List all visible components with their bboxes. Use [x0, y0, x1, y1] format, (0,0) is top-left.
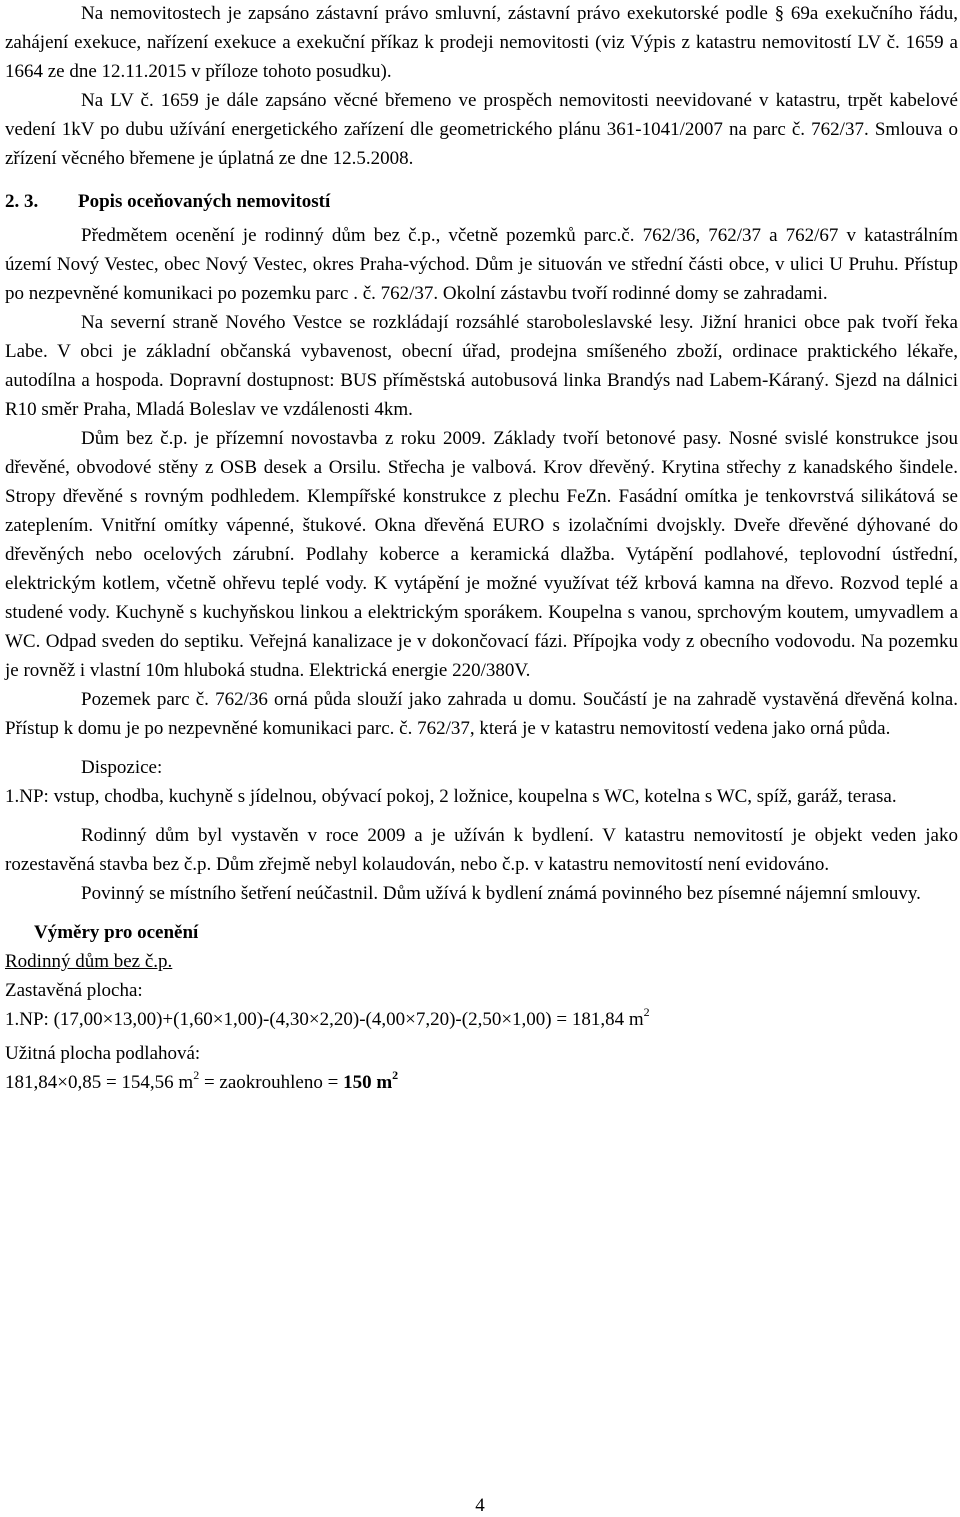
paragraph-location: Na severní straně Nového Vestce se rozkládají rozsáhlé staroboleslavské lesy. Jižní hranici obce pak tvoří řeka Labe. V obci je základní občanská vybavenost, obecní úřad, prodejna smíšeného zboží, ordinace praktického lékaře, autodílna a hospoda. Dopravní dostupnost: BUS příměstská autobusová linka Brandýs nad Labem-Káraný. Sjezd na dálnici R10 směr Praha, Mladá Boleslav ve vzdálenosti 4km.	[5, 312, 958, 420]
section-heading	[5, 187, 958, 216]
paragraph-land: Pozemek parc č. 762/36 orná půda slouží jako zahrada u domu. Součástí je na zahradě vystavěná dřevěná kolna. Přístup k domu je po nezpevněné komunikaci parc. č. 762/37, která je v katastru nemovitostí vedena jako orná půda.	[5, 689, 958, 739]
uzitna-formula	[5, 1068, 958, 1097]
zastavena-formula-text: 1.NP: (17,00×13,00)+(1,60×1,00)-(4,30×2,20)-(4,00×7,20)-(2,50×1,00) = 181,84 m	[5, 1009, 644, 1030]
zastavena-exponent: 2	[643, 1005, 650, 1019]
uzitna-result	[343, 1068, 399, 1093]
uzitna-exponent: 2	[193, 1068, 200, 1082]
zastavena-label: Zastavěná plocha:	[5, 980, 143, 1001]
paragraph-built: Rodinný dům byl vystavěn v roce 2009 a je užíván k bydlení. V katastru nemovitostí je objekt veden jako rozestavěná stavba bez č.p. Dům zřejmě nebyl kolaudován, nebo č.p. v katastru nemovitostí není evidováno.	[5, 825, 958, 875]
uzitna-result-exponent: 2	[392, 1068, 399, 1082]
uzitna-rounded-text: = zaokrouhleno =	[199, 1072, 344, 1093]
paragraph-easement: Na LV č. 1659 je dále zapsáno věcné břemeno ve prospěch nemovitosti neevidované v katastru, trpět kabelové vedení 1kV po dubu užívání energetického zařízení dle geometrického plánu 361-1041/2007 na parc č. 762/37. Smlouva o zřízení věcného břemene je úplatná ze dne 12.5.2008.	[5, 90, 958, 169]
dispozice-text: 1.NP: vstup, chodba, kuchyně s jídelnou, obývací pokoj, 2 ložnice, koupelna s WC, kotelna s WC, spíž, garáž, terasa.	[5, 786, 897, 807]
dispozice-label: Dispozice:	[81, 757, 163, 778]
section-title: Popis oceňovaných nemovitostí	[78, 191, 331, 212]
zastavena-formula	[5, 1005, 958, 1034]
paragraph-construction: Dům bez č.p. je přízemní novostavba z roku 2009. Základy tvoří betonové pasy. Nosné svislé konstrukce jsou dřevěné, obvodové stěny z OSB desek a Orsilu. Střecha je valbová. Krov dřevěný. Krytina střechy z kanadského šindele. Stropy dřevěné s rovným podhledem. Klempířské konstrukce z plechu FeZn. Fasádní omítka je tenkovrstvá silikátová se zateplením. Vnitřní omítky vápenné, štukové. Okna dřevěná EURO s izolačními dvojskly. Dveře dřevěné dýhované do dřevěných nebo ocelových zárubní. Podlahy koberce a keramická dlažba. Vytápění podlahové, teplovodní ústřední, elektrickým kotlem, včetně ohřevu teplé vody. K vytápění je možné využívat též krbová kamna na dřevo. Rozvod teplé a studené vody. Kuchyně s kuchyňskou linkou a elektrickým sporákem. Koupelna s vanou, sprchovým koutem, umyvadlem a WC. Odpad sveden do septiku. Veřejná kanalizace je v dokončovací fázi. Přípojka vody z obecního vodovodu. Na pozemku je rovněž i vlastní 10m hluboká studna. Elektrická energie 220/380V.	[5, 428, 958, 681]
page-content	[5, 0, 958, 1097]
uzitna-label: Užitná plocha podlahová:	[5, 1043, 201, 1064]
section-number: 2. 3.	[5, 191, 39, 212]
paragraph-liens: Na nemovitostech je zapsáno zástavní právo smluvní, zástavní právo exekutorské podle § 69a exekučního řádu, zahájení exekuce, nařízení exekuce a exekuční příkaz k prodeji nemovitosti (viz Výpis z katastru nemovitostí LV č. 1659 a 1664 ze dne 12.11.2015 v příloze tohoto posudku).	[5, 3, 958, 82]
vymery-title: Výměry pro ocenění	[34, 922, 199, 943]
uzitna-result-value: 150 m	[343, 1072, 393, 1093]
page-number: 4	[475, 1495, 485, 1516]
paragraph-subject: Předmětem ocenění je rodinný dům bez č.p., včetně pozemků parc.č. 762/36, 762/37 a 762/67 v katastrálním území Nový Vestec, obec Nový Vestec, okres Praha-východ. Dům je situován ve střední části obce, v ulici U Pruhu. Přístup po nezpevněné komunikaci po pozemku parc . č. 762/37. Okolní zástavbu tvoří rodinné domy se zahradami.	[5, 225, 958, 304]
paragraph-visit: Povinný se místního šetření neúčastnil. Dům užívá k bydlení známá povinného bez písemné nájemní smlouvy.	[81, 883, 921, 904]
vymery-subtitle: Rodinný dům bez č.p.	[5, 951, 173, 972]
uzitna-formula-text: 181,84×0,85 = 154,56 m	[5, 1072, 194, 1093]
